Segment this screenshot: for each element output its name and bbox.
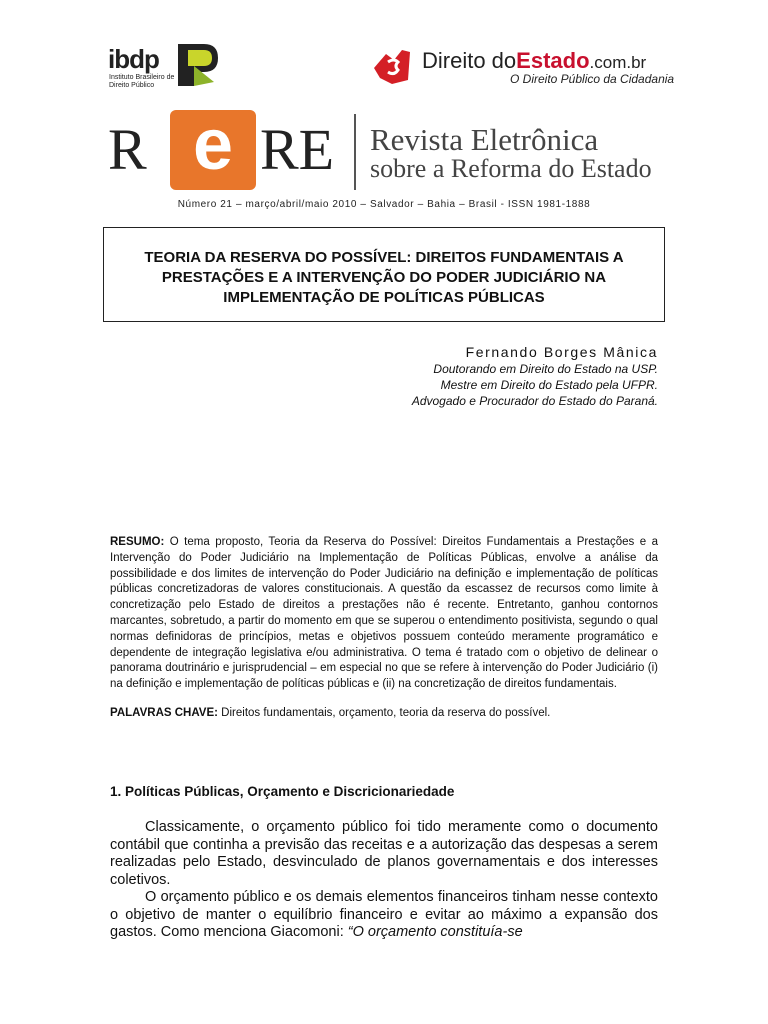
body-paragraph-1: Classicamente, o orçamento público foi tido meramente como o documento contábil que continha a previsão das receitas e a autorização das despesas a serem realizadas pelo Estado, desvinculado de planos governamentais e dos interesses coletivos. <box>110 819 658 888</box>
masthead-e-box <box>170 105 256 190</box>
brand-part-b: Estado <box>516 48 590 73</box>
masthead-title-line2: sobre a Reforma do Estado <box>370 154 652 183</box>
author-credential-1: Doutorando em Direito do Estado na USP. <box>433 362 658 376</box>
rere-masthead <box>108 105 688 194</box>
abstract <box>110 535 658 693</box>
body-paragraph-2 <box>110 889 658 942</box>
ibdp-logo <box>108 42 228 90</box>
keywords-text: Direitos fundamentais, orçamento, teoria da reserva do possível. <box>217 707 551 719</box>
ibdp-logo-mark <box>174 42 222 88</box>
author-credential-3: Advogado e Procurador do Estado do Paraná. <box>411 394 658 408</box>
direito-do-estado-logo <box>372 46 682 92</box>
keywords-label: PALAVRAS CHAVE: <box>110 707 218 719</box>
keywords <box>110 705 658 721</box>
section-heading: 1. Políticas Públicas, Orçamento e Discricionariedade <box>110 784 455 799</box>
masthead-title-line1: Revista Eletrônica <box>370 122 599 157</box>
body-paragraph-2-text: O orçamento público e os demais elementos financeiros tinham nesse contexto o objetivo de manter o equilíbrio financeiro e evitar ao máximo a expansão dos gastos. Como menciona Giacomoni: <box>110 889 658 940</box>
direito-do-estado-mark <box>372 48 412 86</box>
article-title-box <box>103 227 665 322</box>
masthead-e: e <box>192 105 234 185</box>
masthead-re: RE <box>260 117 335 182</box>
author-name: Fernando Borges Mânica <box>465 344 658 360</box>
article-title-line3: IMPLEMENTAÇÃO DE POLÍTICAS PÚBLICAS <box>223 289 545 306</box>
ibdp-logo-word: ibdp <box>108 44 159 74</box>
ibdp-logo-line2: Direito Público <box>109 82 155 89</box>
article-title-line1: TEORIA DA RESERVA DO POSSÍVEL: DIREITOS FUNDAMENTAIS A <box>144 249 624 266</box>
author-credential-2: Mestre em Direito do Estado pela UFPR. <box>440 378 658 392</box>
masthead-r: R <box>108 117 147 182</box>
author-block <box>412 343 658 409</box>
body-text <box>110 819 658 942</box>
article-title <box>104 248 664 308</box>
brand-part-a: Direito do <box>422 48 517 73</box>
article-title-line2: PRESTAÇÕES E A INTERVENÇÃO DO PODER JUDICIÁRIO NA <box>161 269 607 286</box>
masthead-divider <box>354 114 356 190</box>
abstract-text: O tema proposto, Teoria da Reserva do Possível: Direitos Fundamentais a Prestações e a Intervenção do Poder Judiciário na Implementação de Políticas Públicas, envolve a análise da possibilidade e dos limites de intervenção do Poder Judiciário na definição e implementação de políticas públicas concretizadoras de valores constitucionais. A questão da escassez de recursos como limite à concretização pelo Estado de direitos a prestações não é recente. Entretanto, ganhou contornos marcantes, sobretudo, a partir do momento em que se superou o entendimento positivista, segundo o qual normas definidoras de princípios, metas e objetivos possuem conteúdo meramente programático e dependente de integração legislativa e/ou administrativa. O tema é tratado com o objetivo de delinear o panorama doutrinário e jurisprudencial – em especial no que se refere à intervenção do Poder Judiciário (i) na definição e implementação de políticas públicas e (ii) na concretização de direitos fundamentais. <box>110 536 658 691</box>
brand-part-c: .com.br <box>589 53 647 72</box>
issue-line: Número 21 – março/abril/maio 2010 – Salvador – Bahia – Brasil - ISSN 1981-1888 <box>177 199 591 210</box>
ibdp-logo-line1: Instituto Brasileiro de <box>109 74 175 81</box>
direito-do-estado-tagline: O Direito Público da Cidadania <box>510 72 675 86</box>
direito-do-estado-brand <box>422 48 646 74</box>
abstract-label: RESUMO: <box>110 536 165 548</box>
body-paragraph-2-quote: “O orçamento constituía-se <box>347 924 523 940</box>
